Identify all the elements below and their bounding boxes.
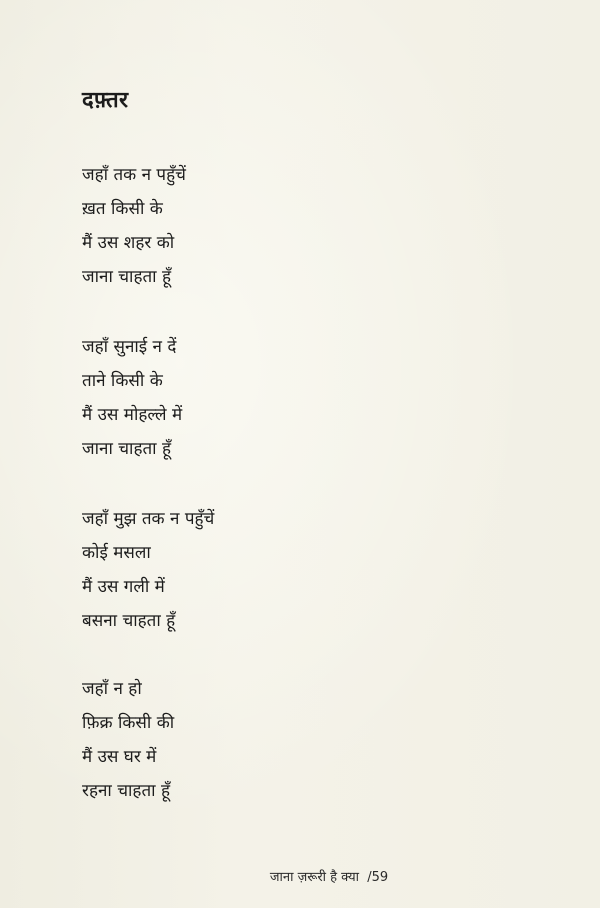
poem-line: जहाँ सुनाई न दें [82, 337, 177, 357]
poem-line: फ़िक्र किसी की [82, 713, 175, 733]
page-footer [0, 868, 600, 888]
poem-line: ताने किसी के [82, 371, 163, 391]
page-number: /59 [367, 870, 389, 885]
poem-line: जहाँ मुझ तक न पहुँचें [82, 509, 215, 529]
stanza-3 [82, 502, 214, 638]
poem-line: जहाँ तक न पहुँचें [82, 165, 186, 185]
poem-line: मैं उस शहर को [82, 233, 175, 253]
stanza-1 [82, 158, 186, 294]
stanza-2 [82, 330, 182, 466]
poem-line: रहना चाहता हूँ [82, 781, 170, 801]
poem-line: कोई मसला [82, 543, 151, 563]
poem-title: दफ़्तर [82, 88, 129, 113]
poem-line: मैं उस गली में [82, 577, 165, 597]
poem-line: मैं उस घर में [82, 747, 157, 767]
poem-line: बसना चाहता हूँ [82, 611, 176, 631]
poem-line: जहाँ न हो [82, 679, 142, 699]
stanza-4 [82, 672, 174, 808]
poem-line: मैं उस मोहल्ले में [82, 405, 183, 425]
poem-line: जाना चाहता हूँ [82, 267, 172, 287]
poem-line: ख़त किसी के [82, 199, 163, 219]
poem-line: जाना चाहता हूँ [82, 439, 172, 459]
running-book-title: जाना ज़रूरी है क्या [269, 870, 360, 885]
